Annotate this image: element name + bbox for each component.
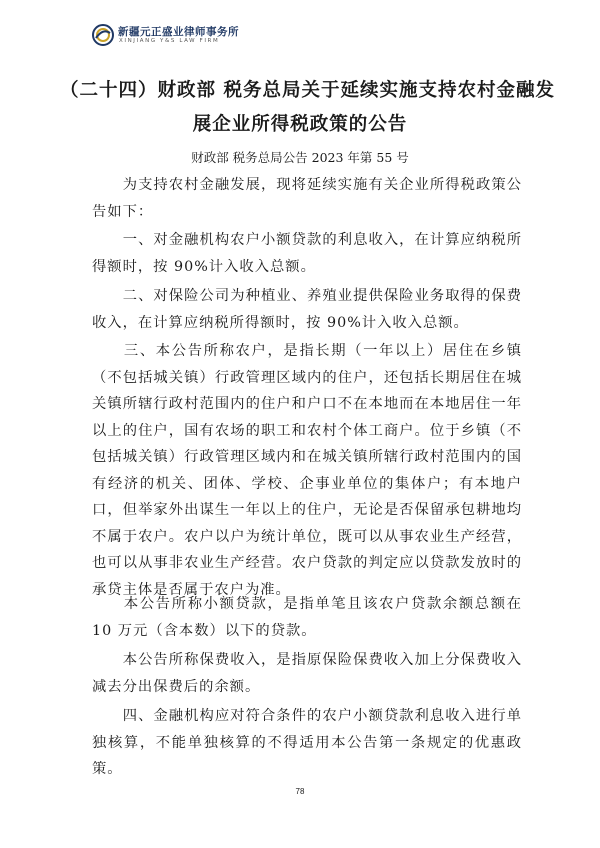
paragraph-article-1: 一、对金融机构农户小额贷款的利息收入，在计算应纳税所得额时，按 90%计入收入总额。 bbox=[92, 232, 522, 275]
paragraph-small-loan-definition: 本公告所称小额贷款，是指单笔且该农户贷款余额总额在 10 万元（含本数）以下的贷款。 bbox=[92, 596, 522, 639]
paragraph-intro: 为支持农村金融发展，现将延续实施有关企业所得税政策公告如下： bbox=[92, 177, 522, 220]
law-firm-logo-icon bbox=[92, 24, 114, 46]
firm-name-cn: 新疆元正盛业律师事务所 bbox=[118, 26, 239, 38]
paragraph-article-2: 二、对保险公司为种植业、养殖业提供保险业务取得的保费收入，在计算应纳税所得额时，按 90%计入收入总额。 bbox=[92, 288, 522, 331]
page-number: 78 bbox=[295, 787, 305, 796]
paragraph-article-3: 三、本公告所称农户，是指长期（一年以上）居住在乡镇（不包括城关镇）行政管理区域内的住户，还包括长期居住在城关镇所辖行政村范围内的住户和户口不在本地而在本地居住一年以上的住户，国有农场的职工和农村个体工商户。位于乡镇（不包括城关镇）行政管理区域内和在城关镇所辖行政村范围内的国有经济的机关、团体、学校、企事业单位的集体户；有本地户口，但举家外出谋生一年以上的住户，无论是否保留承包耕地均不属于农户。农户以户为统计单位，既可以从事农业生产经营，也可以从事非农业生产经营。农户贷款的判定应以贷款发放时的承贷主体是否属于农户为准。 bbox=[92, 343, 522, 598]
paragraph-article-4: 四、金融机构应对符合条件的农户小额贷款利息收入进行单独核算，不能单独核算的不得适用本公告第一条规定的优惠政策。 bbox=[92, 708, 522, 777]
firm-name-en: XINJIANG Y&S LAW FIRM bbox=[119, 38, 220, 44]
document-number: 财政部 税务总局公告 2023 年第 55 号 bbox=[191, 150, 409, 165]
paragraph-premium-definition: 本公告所称保费收入，是指原保险保费收入加上分保费收入减去分出保费后的余额。 bbox=[92, 652, 522, 695]
document-title-line1: （二十四）财政部 税务总局关于延续实施支持农村金融发 bbox=[60, 80, 555, 101]
document-title-line2: 展企业所得税政策的公告 bbox=[192, 114, 408, 135]
